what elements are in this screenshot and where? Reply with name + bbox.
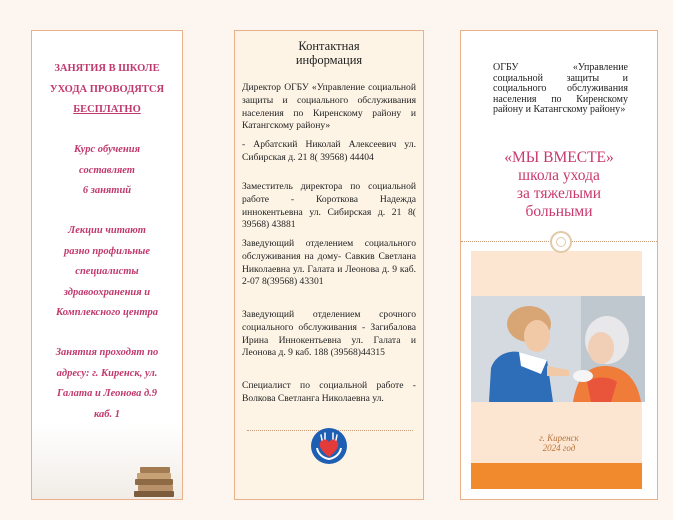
books-illustration xyxy=(32,424,182,499)
address-line-1: Занятия проходят по xyxy=(55,347,159,358)
contact-director: Директор ОГБУ «Управление социальной защиты и социального обслуживания населения по Киренскому району и Катангскому району» xyxy=(242,82,416,132)
course-line-3: 6 занятий xyxy=(82,185,132,196)
address-info xyxy=(36,343,178,425)
ring-ornament-icon xyxy=(550,231,572,253)
school-subtitle xyxy=(461,167,657,221)
contact-heading-line-1: Контактная xyxy=(298,39,360,53)
lecturers-info xyxy=(36,221,178,324)
contact-urgent-service: Заведующий отделением срочного социального обслуживания - Загибалова Ирина Иннокентьевна ул. Галата и Леонова д. 9 каб. 188 (39568)44315 xyxy=(242,309,416,359)
school-title xyxy=(461,149,657,167)
city-label: г. Киренск xyxy=(539,433,579,443)
heading-line-1: ЗАНЯТИЯ В ШКОЛЕ xyxy=(54,63,160,74)
lectures-line-4: здравоохранения и xyxy=(63,286,151,298)
course-line-2: составляет xyxy=(79,164,135,176)
lectures-line-1: Лекции читают xyxy=(68,225,146,236)
address-line-3: Галата и Леонова д.9 xyxy=(56,388,158,399)
year-label: 2024 год xyxy=(542,443,576,453)
heading-line-3: БЕСПЛАТНО xyxy=(73,104,141,115)
contact-director-name: - Арбатский Николай Алексеевич ул. Сибирская д. 21 8( 39568) 44404 xyxy=(242,139,416,163)
free-classes-heading xyxy=(36,59,178,121)
orange-footer-bar xyxy=(471,463,642,489)
heading-line-2: УХОДА ПРОВОДЯТСЯ xyxy=(49,83,165,95)
course-info xyxy=(36,140,178,202)
caregiver-photo xyxy=(471,296,645,402)
subtitle-line-2: больными xyxy=(525,203,593,220)
address-line-4: каб. 1 xyxy=(93,408,121,420)
contact-deputy: Заместитель директора по социальной работе - Короткова Надежда иннокентьевна ул. Сибирская д. 21 8( 39568) 43881 xyxy=(242,181,416,231)
subtitle-line-1: за тяжелыми xyxy=(516,185,602,202)
contact-home-service: Заведующий отделением социального обслуживания на дому- Савкив Светлана Николаевна ул. Галата и Леонова д. 9 каб. 2-07 8(39568) 43301 xyxy=(242,238,416,288)
course-line-1: Курс обучения xyxy=(74,144,140,155)
left-panel xyxy=(31,30,183,500)
heart-hands-logo-icon xyxy=(309,426,349,466)
school-title-sub: школа ухода xyxy=(518,167,600,184)
book-icon xyxy=(134,491,174,497)
organization-name: ОГБУ «Управление социальной защиты и социального обслуживания населения по Киренскому району и Катангскому району» xyxy=(493,62,628,115)
city-and-year xyxy=(461,433,657,453)
lectures-line-3: специалисты xyxy=(75,266,139,277)
address-line-2: адресу: г. Киренск, ул. xyxy=(56,367,158,379)
contact-heading xyxy=(235,39,423,67)
lectures-line-2: разно профильные xyxy=(64,245,150,257)
contact-heading-line-2: информация xyxy=(295,53,363,67)
right-panel xyxy=(460,30,658,500)
lectures-line-5: Комплексного центра xyxy=(55,307,159,318)
school-title-main: «МЫ ВМЕСТЕ» xyxy=(504,149,614,166)
contact-social-worker: Специалист по социальной работе - Волкова Светланга Николаевна ул. xyxy=(242,380,416,404)
middle-panel xyxy=(234,30,424,500)
